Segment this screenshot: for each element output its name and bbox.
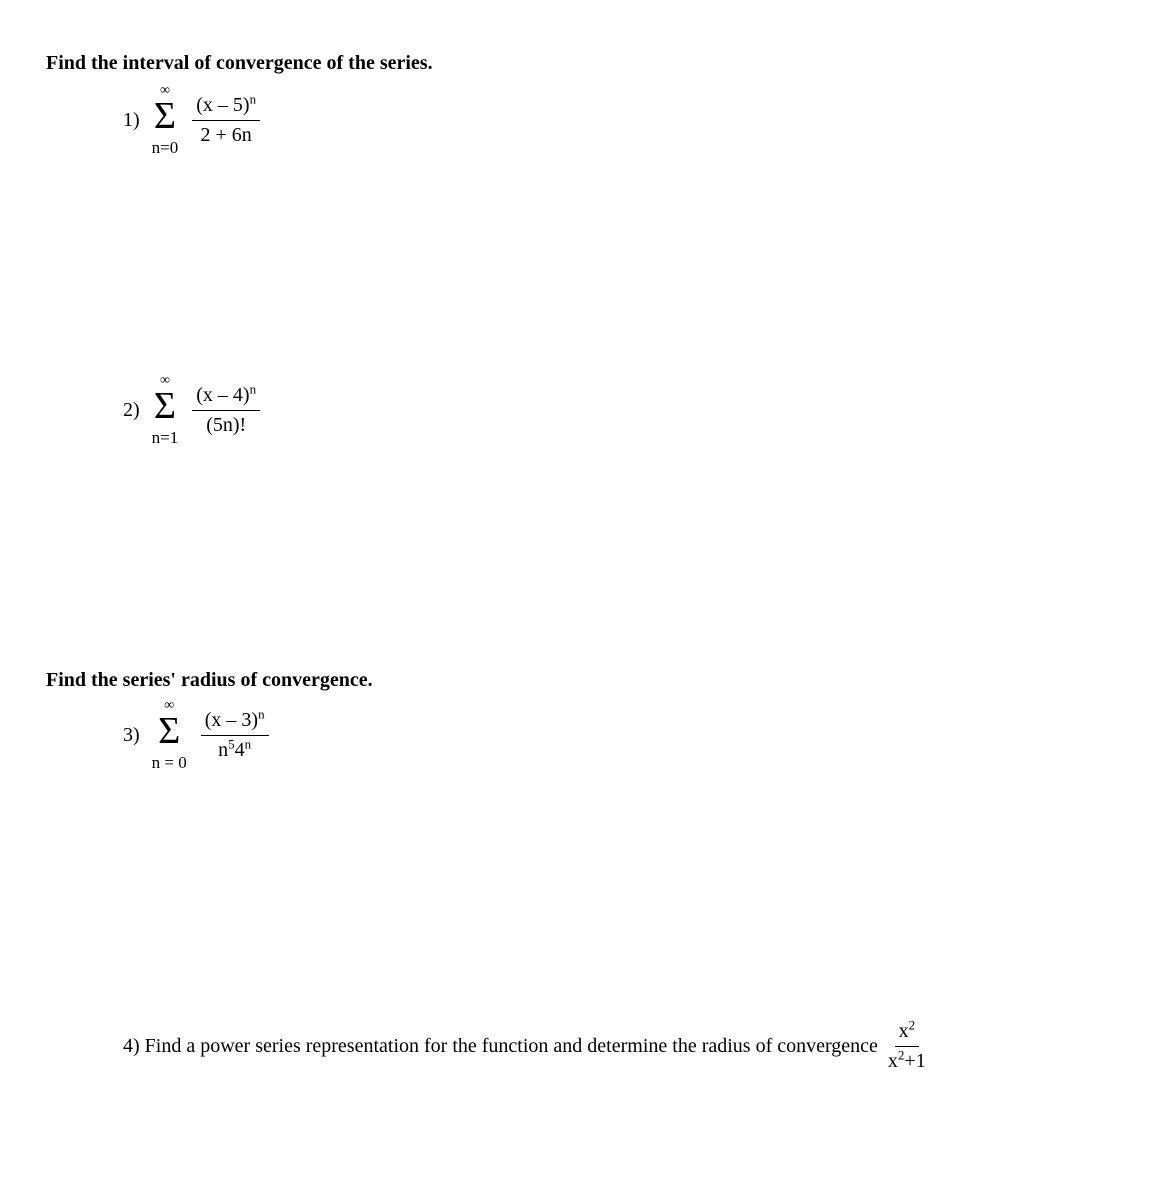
- numerator: [895, 1017, 920, 1047]
- summation-symbol-2: [152, 374, 179, 446]
- fraction-2: [192, 380, 260, 437]
- denominator: [888, 1047, 926, 1073]
- infinity-icon: ∞: [159, 373, 170, 388]
- denominator-base: x: [887, 1050, 898, 1072]
- sigma-icon: Σ: [158, 710, 181, 752]
- numerator-base: (x – 5): [196, 93, 250, 116]
- numerator: [192, 380, 260, 411]
- numerator-exponent: n: [249, 380, 257, 396]
- sigma-icon: Σ: [153, 95, 177, 137]
- summation-symbol-1: [152, 84, 179, 156]
- denominator: [218, 736, 251, 762]
- denominator-exponent-2: n: [244, 735, 252, 751]
- denominator: (5n)!: [206, 413, 247, 436]
- summation-symbol-3: [152, 699, 187, 771]
- fraction-3: [201, 705, 269, 762]
- problem-3: [123, 699, 269, 771]
- problem-4: [123, 1017, 926, 1073]
- infinity-icon: ∞: [159, 83, 170, 98]
- sigma-icon: Σ: [153, 385, 177, 427]
- problem-4-text: 4) Find a power series representation for the function and determine the radius of convergence: [123, 1035, 878, 1057]
- fraction-4: [887, 1017, 926, 1073]
- numerator: [192, 90, 260, 121]
- denominator-exponent-1: 5: [228, 735, 235, 751]
- denominator-rest: +1: [904, 1050, 926, 1072]
- lower-limit: n=0: [151, 138, 179, 158]
- fraction-1: [192, 90, 260, 147]
- denominator-exponent: 2: [897, 1047, 905, 1063]
- problem-3-number: 3): [123, 723, 140, 746]
- denominator-base-2: 4: [234, 738, 245, 761]
- section-heading-interval-of-convergence: Find the interval of convergence of the series.: [46, 52, 433, 74]
- lower-limit: n=1: [151, 428, 179, 448]
- numerator-exponent: n: [258, 705, 265, 721]
- lower-limit: n = 0: [151, 753, 187, 773]
- problem-2-number: 2): [123, 398, 140, 421]
- problem-1-number: 1): [123, 108, 140, 131]
- numerator-exponent: n: [249, 90, 257, 106]
- denominator: 2 + 6n: [200, 123, 252, 146]
- numerator: [201, 705, 269, 736]
- infinity-icon: ∞: [164, 698, 175, 713]
- denominator-base-1: n: [218, 738, 229, 761]
- problem-1: [123, 84, 260, 156]
- numerator-base: (x – 3): [204, 708, 259, 731]
- numerator-base: (x – 4): [196, 383, 250, 406]
- problem-2: [123, 374, 260, 446]
- numerator-base: x: [898, 1020, 909, 1042]
- numerator-exponent: 2: [908, 1017, 916, 1033]
- section-heading-radius-of-convergence: Find the series' radius of convergence.: [46, 669, 373, 691]
